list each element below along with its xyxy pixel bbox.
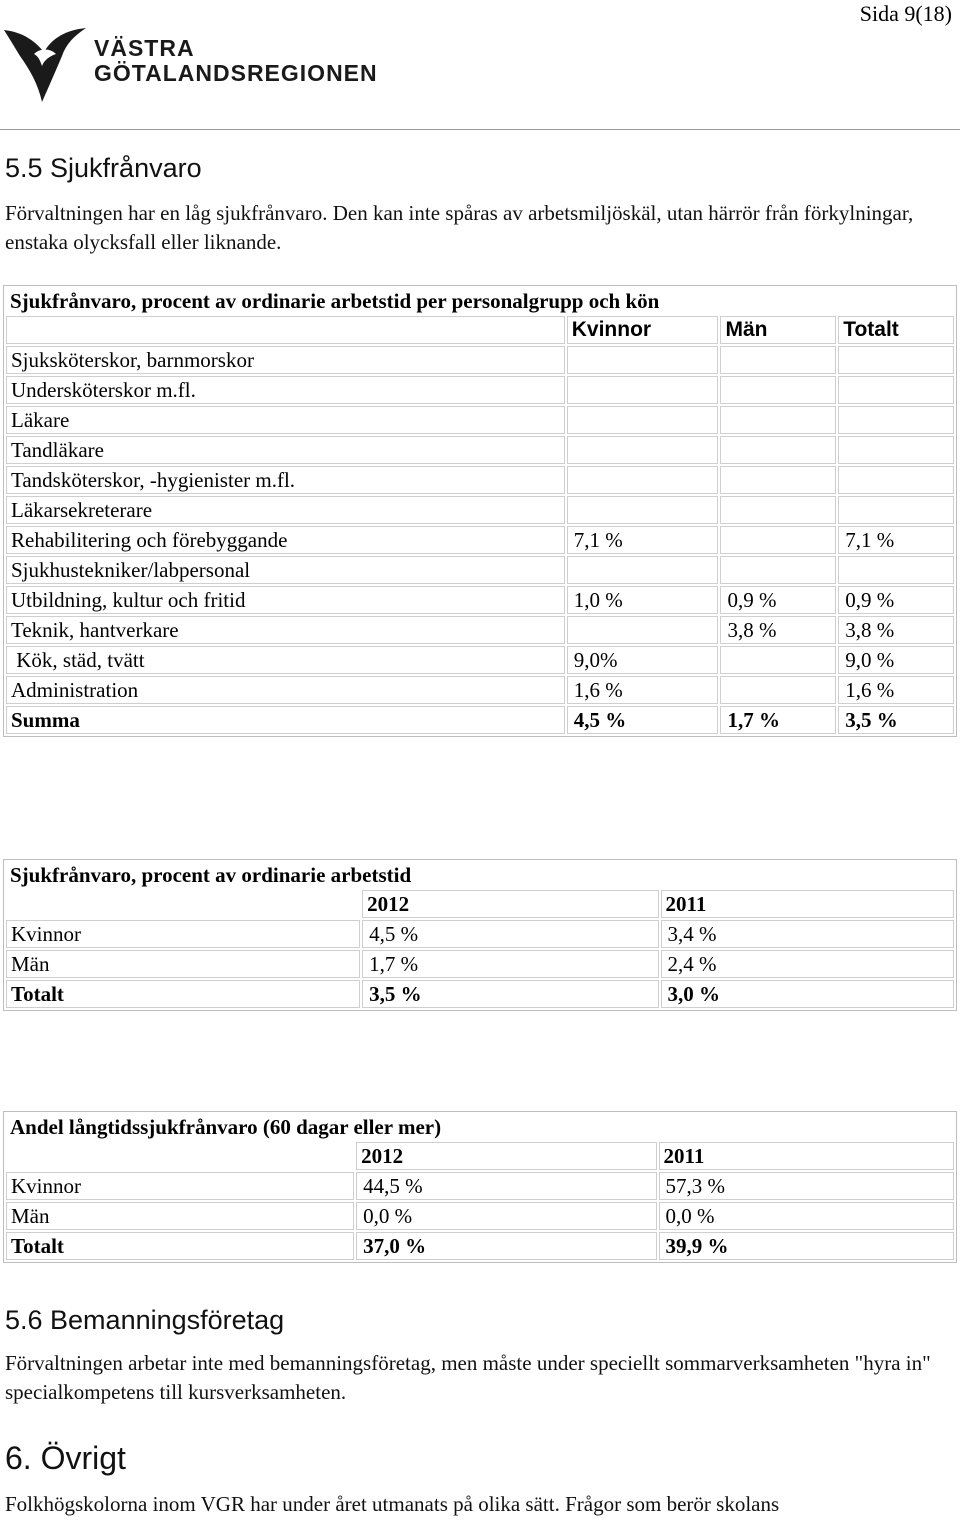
row-label: Tandsköterskor, -hygienister m.fl. [6, 466, 565, 494]
cell-man [720, 406, 836, 434]
row-label: Undersköterskor m.fl. [6, 376, 565, 404]
cell-totalt: 1,6 % [838, 676, 954, 704]
cell-man [720, 346, 836, 374]
section-heading-5-6: 5.6 Bemanningsföretag [5, 1305, 285, 1335]
cell-kvinnor [567, 556, 719, 584]
table-header-blank [6, 890, 360, 918]
table-row [6, 1202, 954, 1230]
cell-2011: 39,9 % [659, 1232, 954, 1260]
cell-2011: 3,0 % [661, 980, 954, 1008]
header-divider [0, 129, 960, 130]
cell-2011: 3,4 % [661, 920, 954, 948]
table-row [6, 950, 954, 978]
row-label: Tandläkare [6, 436, 565, 464]
cell-2012: 3,5 % [362, 980, 658, 1008]
cell-2012: 44,5 % [356, 1172, 656, 1200]
cell-2012: 0,0 % [356, 1202, 656, 1230]
cell-kvinnor: 4,5 % [567, 706, 719, 734]
cell-kvinnor [567, 346, 719, 374]
logo-line-1: VÄSTRA [94, 35, 195, 61]
row-label: Teknik, hantverkare [6, 616, 565, 644]
cell-kvinnor [567, 376, 719, 404]
cell-kvinnor: 9,0% [567, 646, 719, 674]
long-term-absence-table [3, 1111, 957, 1263]
table-total-row [6, 980, 954, 1008]
cell-totalt: 0,9 % [838, 586, 954, 614]
section-text-6: Folkhögskolorna inom VGR har under året utmanats på olika sätt. Frågor som berör skolans [5, 1492, 780, 1516]
table-header-blank [6, 316, 565, 344]
section-text-5-6: Förvaltningen arbetar inte med bemanningsföretag, men måste under speciellt sommarverksamheten "hyra in" specialkompetens till kursverksamheten. [5, 1351, 931, 1404]
row-label: Administration [6, 676, 565, 704]
cell-kvinnor: 7,1 % [567, 526, 719, 554]
row-label: Summa [6, 706, 565, 734]
row-label: Sjukhustekniker/labpersonal [6, 556, 565, 584]
table-header-cell: 2012 [356, 1142, 656, 1170]
row-label: Totalt [6, 980, 360, 1008]
cell-totalt [838, 406, 954, 434]
table-row [6, 920, 954, 948]
table-row [6, 1172, 954, 1200]
cell-totalt: 3,5 % [838, 706, 954, 734]
cell-man [720, 466, 836, 494]
cell-kvinnor [567, 406, 719, 434]
table-row [6, 526, 954, 554]
cell-kvinnor [567, 616, 719, 644]
table-header-cell: Kvinnor [567, 316, 719, 344]
table-row [6, 346, 954, 374]
cell-2012: 4,5 % [362, 920, 658, 948]
cell-man [720, 646, 836, 674]
row-label: Män [6, 1202, 354, 1230]
table-header-blank [6, 1142, 354, 1170]
cell-totalt [838, 436, 954, 464]
table-row [6, 586, 954, 614]
row-label: Totalt [6, 1232, 354, 1260]
cell-man: 3,8 % [720, 616, 836, 644]
table-row [6, 466, 954, 494]
table-row [6, 616, 954, 644]
row-label: Kök, städ, tvätt [6, 646, 565, 674]
table-total-row [6, 1232, 954, 1260]
table-row [6, 556, 954, 584]
table-title: Sjukfrånvaro, procent av ordinarie arbetstid [10, 862, 412, 887]
table-header-cell: Totalt [838, 316, 954, 344]
cell-man [720, 376, 836, 404]
table-row [6, 676, 954, 704]
table-header-cell: Män [720, 316, 836, 344]
cell-kvinnor: 1,6 % [567, 676, 719, 704]
row-label: Sjuksköterskor, barnmorskor [6, 346, 565, 374]
cell-man [720, 526, 836, 554]
cell-kvinnor: 1,0 % [567, 586, 719, 614]
table-row [6, 406, 954, 434]
cell-2011: 2,4 % [661, 950, 954, 978]
table-header-cell: 2012 [362, 890, 658, 918]
cell-totalt: 7,1 % [838, 526, 954, 554]
cell-man [720, 436, 836, 464]
cell-man: 1,7 % [720, 706, 836, 734]
row-label: Kvinnor [6, 920, 360, 948]
cell-totalt [838, 466, 954, 494]
cell-man [720, 676, 836, 704]
section-heading-5-5: 5.5 Sjukfrånvaro [5, 153, 202, 183]
cell-man [720, 496, 836, 524]
table-title: Sjukfrånvaro, procent av ordinarie arbetstid per personalgrupp och kön [10, 288, 660, 313]
table-row [6, 436, 954, 464]
row-label: Utbildning, kultur och fritid [6, 586, 565, 614]
row-label: Kvinnor [6, 1172, 354, 1200]
cell-kvinnor [567, 496, 719, 524]
cell-totalt [838, 376, 954, 404]
row-label: Läkarsekreterare [6, 496, 565, 524]
cell-totalt [838, 496, 954, 524]
logo-line-2: GÖTALANDSREGIONEN [94, 60, 378, 86]
cell-kvinnor [567, 436, 719, 464]
cell-2012: 37,0 % [356, 1232, 656, 1260]
table-row [6, 496, 954, 524]
vgr-logo-mark-icon [4, 26, 88, 106]
table-header-cell: 2011 [661, 890, 954, 918]
table-header-cell: 2011 [659, 1142, 954, 1170]
row-label: Rehabilitering och förebyggande [6, 526, 565, 554]
cell-totalt: 9,0 % [838, 646, 954, 674]
cell-man: 0,9 % [720, 586, 836, 614]
row-label: Läkare [6, 406, 565, 434]
page-number: Sida 9(18) [859, 1, 952, 26]
row-label: Män [6, 950, 360, 978]
cell-2011: 0,0 % [659, 1202, 954, 1230]
cell-2012: 1,7 % [362, 950, 658, 978]
absence-by-year-table [3, 859, 957, 1011]
section-heading-6: 6. Övrigt [5, 1440, 126, 1476]
table-row [6, 646, 954, 674]
table-title: Andel långtidssjukfrånvaro (60 dagar eller mer) [10, 1114, 442, 1139]
cell-totalt [838, 346, 954, 374]
absence-by-group-table [3, 285, 957, 737]
cell-man [720, 556, 836, 584]
table-row [6, 376, 954, 404]
cell-totalt [838, 556, 954, 584]
table-total-row [6, 706, 954, 734]
vgr-logo [4, 22, 404, 108]
section-text-5-5: Förvaltningen har en låg sjukfrånvaro. Den kan inte spåras av arbetsmiljöskäl, utan härrör från förkylningar, enstaka olycksfall eller liknande. [5, 201, 914, 254]
cell-totalt: 3,8 % [838, 616, 954, 644]
cell-2011: 57,3 % [659, 1172, 954, 1200]
cell-kvinnor [567, 466, 719, 494]
